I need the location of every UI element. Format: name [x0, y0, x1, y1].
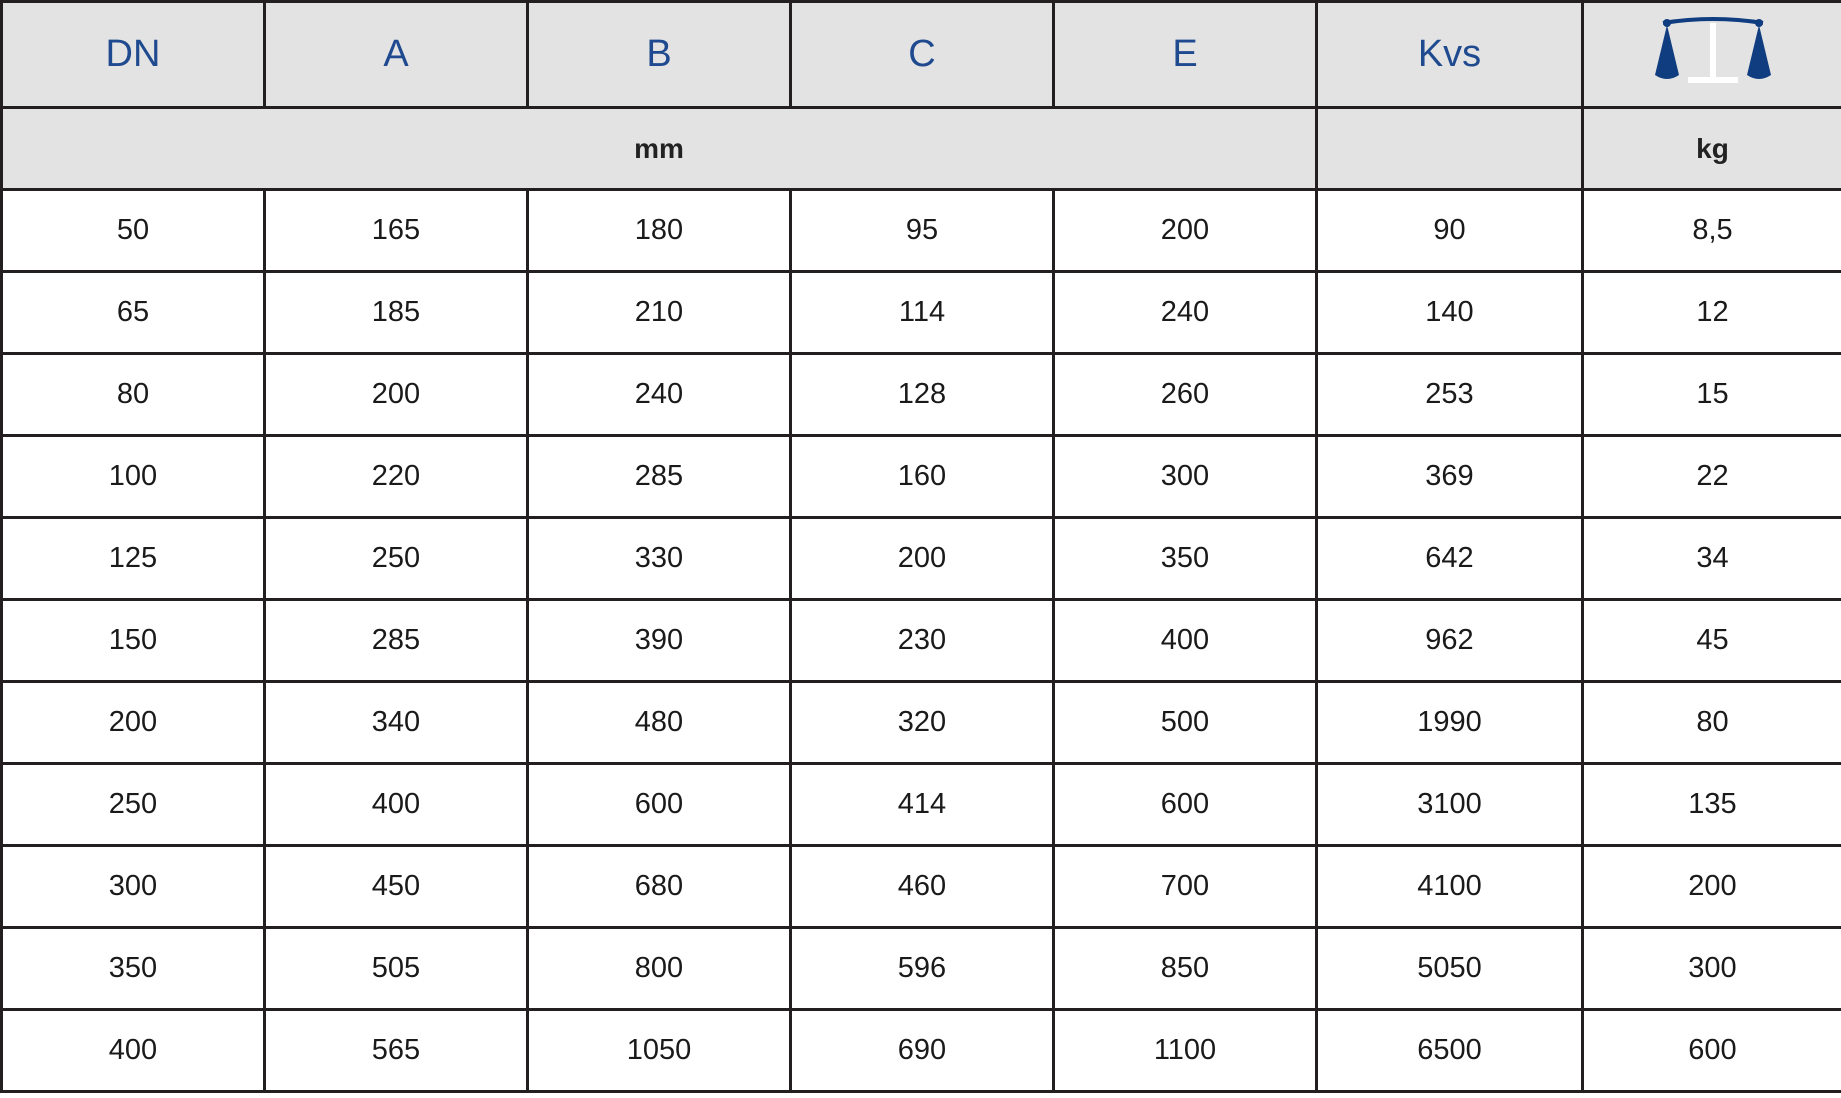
cell-dn: 250 — [2, 764, 265, 846]
cell-weight: 600 — [1583, 1010, 1841, 1092]
cell-c: 596 — [791, 928, 1054, 1010]
cell-b: 1050 — [528, 1010, 791, 1092]
cell-weight: 45 — [1583, 600, 1841, 682]
column-header-e: E — [1054, 2, 1317, 108]
cell-weight: 34 — [1583, 518, 1841, 600]
cell-dn: 350 — [2, 928, 265, 1010]
cell-kvs: 4100 — [1317, 846, 1583, 928]
cell-dn: 400 — [2, 1010, 265, 1092]
cell-c: 128 — [791, 354, 1054, 436]
cell-kvs: 3100 — [1317, 764, 1583, 846]
units-kvs — [1317, 108, 1583, 190]
cell-a: 450 — [265, 846, 528, 928]
cell-weight: 22 — [1583, 436, 1841, 518]
column-header-c: C — [791, 2, 1054, 108]
cell-c: 690 — [791, 1010, 1054, 1092]
cell-weight: 80 — [1583, 682, 1841, 764]
column-header-row — [2, 2, 1841, 108]
column-header-kvs: Kvs — [1317, 2, 1583, 108]
cell-c: 200 — [791, 518, 1054, 600]
cell-kvs: 642 — [1317, 518, 1583, 600]
cell-b: 390 — [528, 600, 791, 682]
cell-c: 230 — [791, 600, 1054, 682]
cell-a: 185 — [265, 272, 528, 354]
cell-b: 180 — [528, 190, 791, 272]
cell-kvs: 1990 — [1317, 682, 1583, 764]
cell-kvs: 5050 — [1317, 928, 1583, 1010]
units-dimensions: mm — [2, 108, 1317, 190]
cell-kvs: 369 — [1317, 436, 1583, 518]
cell-e: 300 — [1054, 436, 1317, 518]
column-header-b: B — [528, 2, 791, 108]
cell-c: 114 — [791, 272, 1054, 354]
units-row — [2, 108, 1841, 190]
cell-a: 285 — [265, 600, 528, 682]
cell-b: 330 — [528, 518, 791, 600]
cell-c: 95 — [791, 190, 1054, 272]
cell-kvs: 140 — [1317, 272, 1583, 354]
cell-weight: 200 — [1583, 846, 1841, 928]
cell-kvs: 90 — [1317, 190, 1583, 272]
column-header-weight — [1583, 2, 1841, 108]
cell-a: 165 — [265, 190, 528, 272]
cell-weight: 8,5 — [1583, 190, 1841, 272]
table-row — [2, 518, 1841, 600]
cell-dn: 100 — [2, 436, 265, 518]
table-row — [2, 764, 1841, 846]
cell-dn: 200 — [2, 682, 265, 764]
cell-e: 850 — [1054, 928, 1317, 1010]
cell-weight: 300 — [1583, 928, 1841, 1010]
cell-dn: 150 — [2, 600, 265, 682]
table-row — [2, 354, 1841, 436]
table-row — [2, 1010, 1841, 1092]
column-header-a: A — [265, 2, 528, 108]
scale-icon — [1653, 15, 1773, 95]
cell-c: 460 — [791, 846, 1054, 928]
table-row — [2, 928, 1841, 1010]
cell-weight: 15 — [1583, 354, 1841, 436]
cell-a: 400 — [265, 764, 528, 846]
cell-dn: 65 — [2, 272, 265, 354]
cell-b: 480 — [528, 682, 791, 764]
cell-b: 600 — [528, 764, 791, 846]
cell-a: 250 — [265, 518, 528, 600]
table-row — [2, 272, 1841, 354]
cell-dn: 80 — [2, 354, 265, 436]
cell-a: 220 — [265, 436, 528, 518]
table-row — [2, 682, 1841, 764]
cell-a: 340 — [265, 682, 528, 764]
cell-e: 700 — [1054, 846, 1317, 928]
cell-kvs: 962 — [1317, 600, 1583, 682]
cell-c: 414 — [791, 764, 1054, 846]
cell-c: 320 — [791, 682, 1054, 764]
cell-e: 400 — [1054, 600, 1317, 682]
cell-e: 260 — [1054, 354, 1317, 436]
cell-b: 210 — [528, 272, 791, 354]
cell-kvs: 253 — [1317, 354, 1583, 436]
cell-e: 350 — [1054, 518, 1317, 600]
cell-b: 680 — [528, 846, 791, 928]
table-row — [2, 846, 1841, 928]
cell-e: 200 — [1054, 190, 1317, 272]
cell-b: 800 — [528, 928, 791, 1010]
cell-e: 500 — [1054, 682, 1317, 764]
cell-c: 160 — [791, 436, 1054, 518]
cell-b: 240 — [528, 354, 791, 436]
cell-e: 240 — [1054, 272, 1317, 354]
cell-weight: 12 — [1583, 272, 1841, 354]
cell-a: 505 — [265, 928, 528, 1010]
table-row — [2, 436, 1841, 518]
cell-b: 285 — [528, 436, 791, 518]
cell-a: 200 — [265, 354, 528, 436]
cell-weight: 135 — [1583, 764, 1841, 846]
cell-a: 565 — [265, 1010, 528, 1092]
units-weight: kg — [1583, 108, 1841, 190]
cell-kvs: 6500 — [1317, 1010, 1583, 1092]
cell-e: 1100 — [1054, 1010, 1317, 1092]
cell-e: 600 — [1054, 764, 1317, 846]
cell-dn: 50 — [2, 190, 265, 272]
cell-dn: 125 — [2, 518, 265, 600]
table-row — [2, 190, 1841, 272]
column-header-dn: DN — [2, 2, 265, 108]
cell-dn: 300 — [2, 846, 265, 928]
table-row — [2, 600, 1841, 682]
